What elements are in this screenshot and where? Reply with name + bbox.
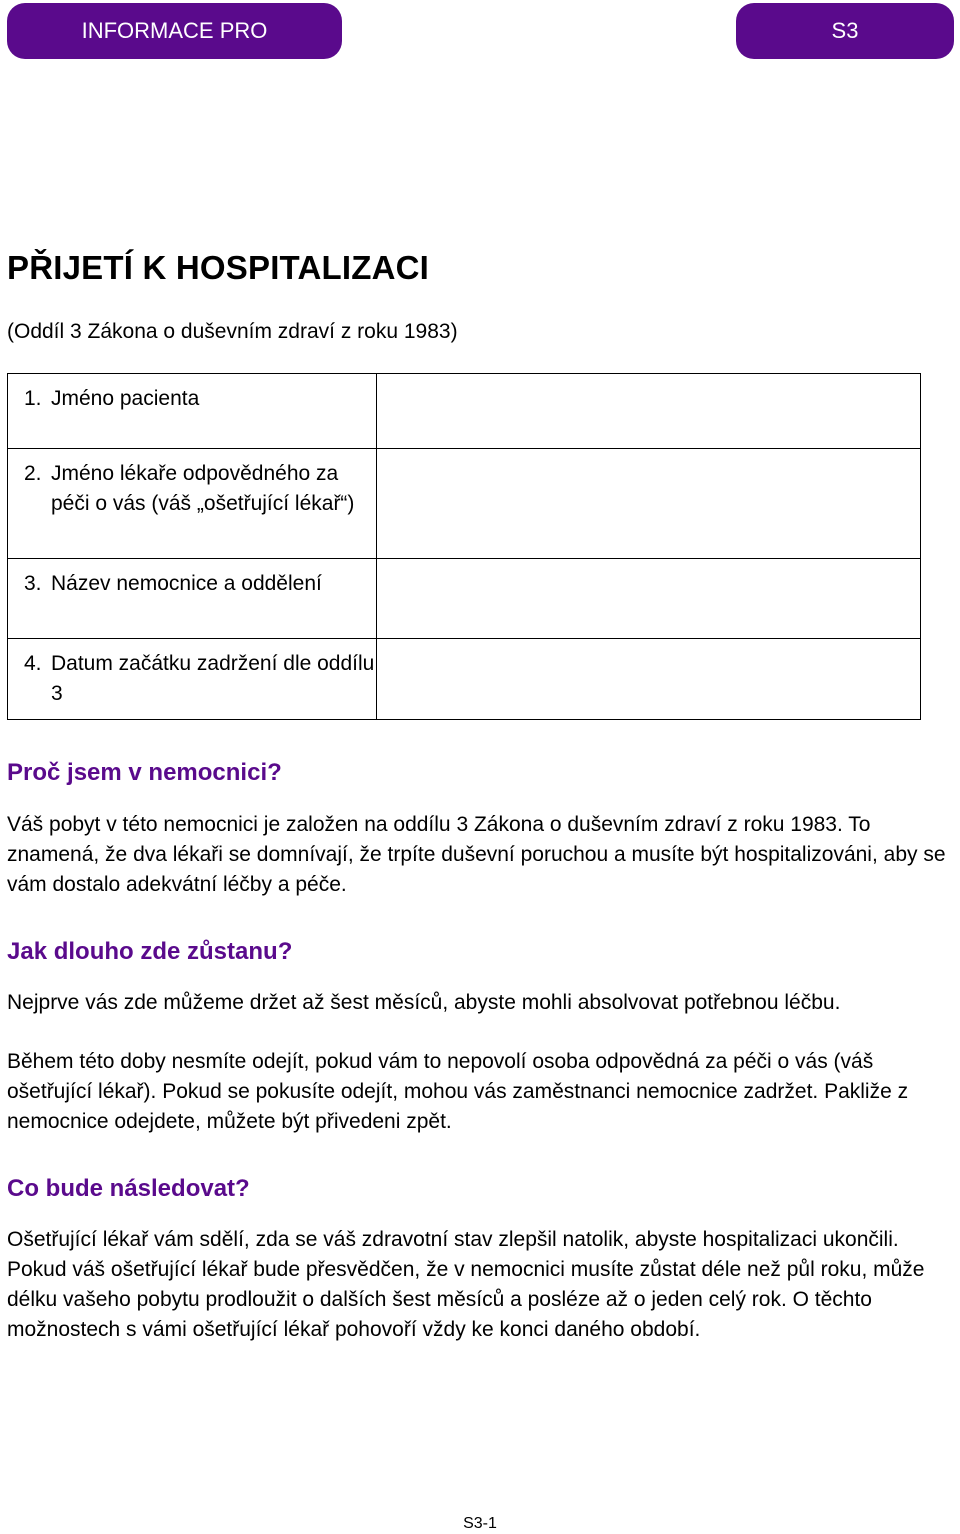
section-paragraph: Ošetřující lékař vám sdělí, zda se váš zdravotní stav zlepšil natolik, abyste hospitalizaci ukončili. Pokud váš ošetřující lékař bude přesvědčen, že v nemocnici musíte zůstat déle než půl roku, může délku vašeho pobytu prodloužit o dalších šest měsíců a posléze až o jeden celý rok. O těchto možnostech s vámi ošetřující lékař pohovoří vždy ke konci daného období. <box>7 1228 925 1341</box>
section-heading-next: Co bude následovat? <box>7 1175 250 1202</box>
form-row-doctor-name <box>8 449 921 559</box>
form-row-label: Název nemocnice a oddělení <box>51 572 322 595</box>
section-paragraph: Během této doby nesmíte odejít, pokud vám to nepovolí osoba odpovědná za péči o vás (váš ošetřující lékař). Pokud se pokusíte odejít, mohou vás zaměstnanci nemocnice zadržet. Pakliže z nemocnice odejdete, můžete být přivedeni zpět. <box>7 1050 909 1133</box>
section-heading-how-long: Jak dlouho zde zůstanu? <box>7 938 293 965</box>
section-paragraph: Nejprve vás zde můžeme držet až šest měsíců, abyste mohli absolvovat potřebnou léčbu. <box>7 991 841 1014</box>
form-label-cell <box>8 449 377 559</box>
form-label-cell <box>8 559 377 639</box>
patient-name-field[interactable] <box>377 374 921 449</box>
page-number: S3-1 <box>463 1515 497 1532</box>
form-row-detention-date <box>8 639 921 720</box>
form-row-patient-name <box>8 374 921 449</box>
header-section-pill <box>736 3 954 59</box>
form-row-label: Jméno lékaře odpovědného za péči o vás (váš „ošetřující lékař“) <box>51 462 355 515</box>
form-label-cell <box>8 639 377 720</box>
form-row-label: Jméno pacienta <box>51 387 200 410</box>
form-row-number: 3. <box>24 572 42 595</box>
form-row-label: Datum začátku zadržení dle oddílu 3 <box>51 652 375 705</box>
header-info-label: INFORMACE PRO <box>81 18 268 43</box>
form-row-number: 2. <box>24 462 42 485</box>
form-row-number: 4. <box>24 652 42 675</box>
header-info-pill <box>7 3 342 59</box>
page-title: PŘIJETÍ K HOSPITALIZACI <box>7 249 430 286</box>
hospital-ward-field[interactable] <box>377 559 921 639</box>
patient-info-form <box>7 373 921 720</box>
page-subtitle: (Oddíl 3 Zákona o duševním zdraví z roku 1983) <box>7 320 458 343</box>
section-paragraph: Váš pobyt v této nemocnici je založen na oddílu 3 Zákona o duševním zdraví z roku 1983. To znamená, že dva lékaři se domnívají, že trpíte duševní poruchou a musíte být hospitalizováni, aby se vám dostalo adekvátní léčby a péče. <box>7 813 946 896</box>
detention-date-field[interactable] <box>377 639 921 720</box>
doctor-name-field[interactable] <box>377 449 921 559</box>
form-label-cell <box>8 374 377 449</box>
form-row-hospital-ward <box>8 559 921 639</box>
header-section-label: S3 <box>831 18 859 43</box>
form-row-number: 1. <box>24 387 42 410</box>
section-heading-why: Proč jsem v nemocnici? <box>7 759 282 786</box>
